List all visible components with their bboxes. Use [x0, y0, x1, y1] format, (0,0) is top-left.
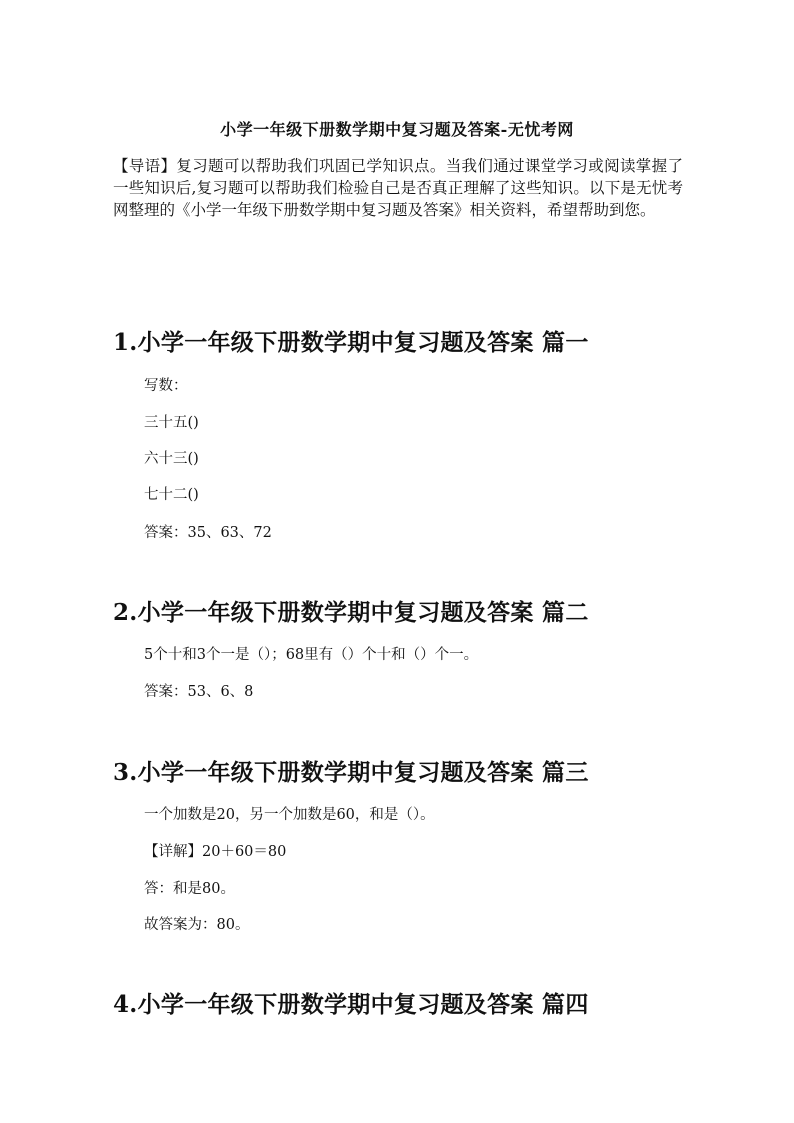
section-3: [113, 754, 713, 787]
intro-paragraph: 【导语】复习题可以帮助我们巩固已学知识点。当我们通过课堂学习或阅读掌握了一些知识后,复习题可以帮助我们检验自己是否真正理解了这些知识。以下是无忧考网整理的《小学一年级下册数学期中复习题及答案》相关资料，希望帮助到您。: [113, 157, 683, 219]
section-1-line-4: 七十二(): [144, 487, 199, 503]
document-title: 小学一年级下册数学期中复习题及答案-无忧考网: [220, 120, 574, 139]
section-3-line-1: 一个加数是20，另一个加数是60，和是（）。: [144, 807, 435, 823]
section-2-line-1: 5个十和3个一是（）；68里有（）个十和（）个一。: [144, 647, 479, 663]
section-2-answer: 答案：53、6、8: [144, 684, 254, 700]
section-3-line-3: 答：和是80。: [144, 881, 235, 897]
section-1-line-2: 三十五(): [144, 415, 199, 431]
section-1-heading: 1.小学一年级下册数学期中复习题及答案 篇一: [113, 329, 589, 356]
section-1-line-1: 写数：: [144, 378, 188, 394]
section-1-answer: 答案：35、63、72: [144, 525, 272, 541]
section-3-line-4: 故答案为：80。: [144, 917, 250, 933]
section-4-heading: 4.小学一年级下册数学期中复习题及答案 篇四: [113, 991, 589, 1018]
section-4: [113, 986, 713, 1019]
section-1: [113, 324, 713, 357]
section-2-heading: 2.小学一年级下册数学期中复习题及答案 篇二: [113, 599, 589, 626]
section-3-heading: 3.小学一年级下册数学期中复习题及答案 篇三: [113, 759, 589, 786]
section-1-line-3: 六十三(): [144, 451, 199, 467]
section-3-line-2: 【详解】20＋60＝80: [144, 844, 287, 860]
section-2: [113, 594, 713, 627]
